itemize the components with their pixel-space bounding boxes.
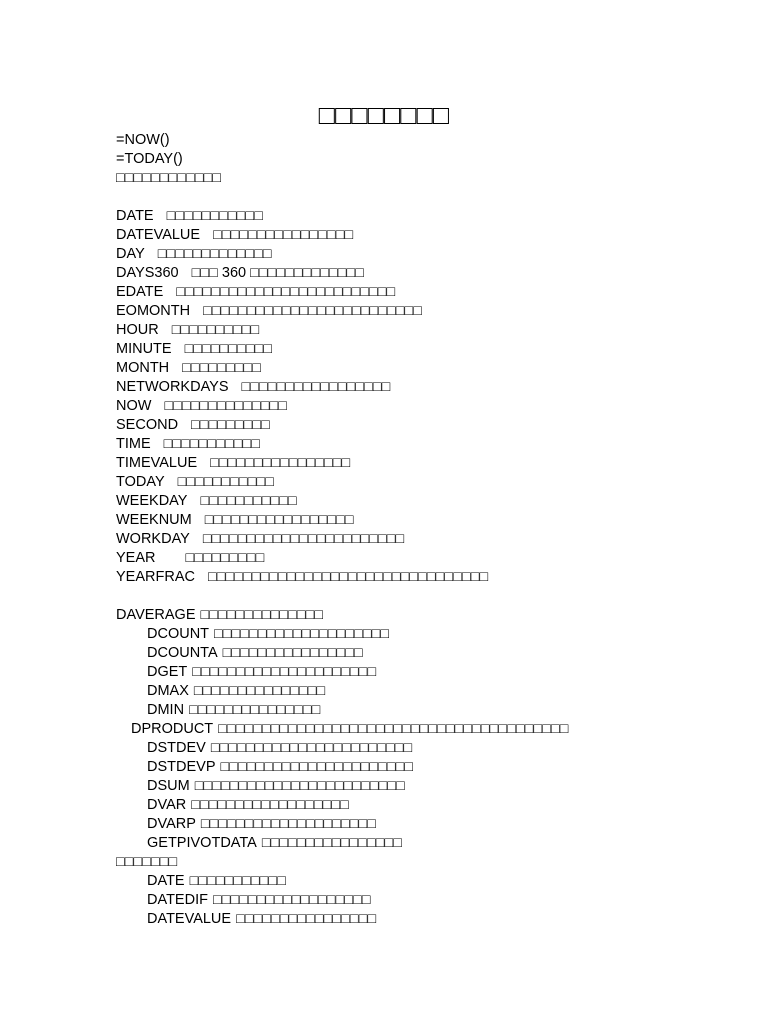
function-description: □□□□□□□□□ (191, 417, 270, 433)
function-name: SECOND (116, 417, 179, 433)
date-function-line (116, 397, 756, 416)
date-function-line (116, 511, 756, 530)
function-description: □□□□□□□□□□□□□□□□□□□□□□□ (202, 531, 405, 547)
function-description: □□□□□□□□□□□□□□ (164, 398, 288, 414)
function-name: DAVERAGE (116, 607, 196, 623)
function-description: □□□□□□□□□□□□□□□□ (261, 835, 402, 851)
db-function-line (116, 720, 756, 739)
db-function-line (116, 758, 756, 777)
function-description: □□□□□□□□□□□□□□□□□□□□□□□□ (194, 778, 405, 794)
function-description: □□□□□□□□□□□□□□□□□□□□□□□□□□□□□□□□ (207, 569, 489, 585)
db-function-line (116, 682, 756, 701)
function-description: □□□□□□□□□□□□□□□□□ (241, 379, 391, 395)
function-name: EDATE (116, 284, 164, 300)
function-description: □□□□□□□□□□□ (163, 436, 260, 452)
db-function-line (116, 701, 756, 720)
db-function-line (116, 834, 756, 853)
database-function-list (116, 606, 756, 853)
function-name: TIME (116, 436, 151, 452)
function-description: □□□□□□□□□□□□□□□□□ (204, 512, 354, 528)
section2-heading: □□□□□□□ (116, 854, 178, 870)
function-name: DPRODUCT (131, 721, 214, 737)
date-function-line (116, 302, 756, 321)
function-name: DATEVALUE (147, 911, 232, 927)
db-function-line (116, 663, 756, 682)
db-function-line (116, 644, 756, 663)
today-formula: =TODAY() (116, 151, 183, 167)
function-name: DVAR (147, 797, 187, 813)
function-name: NETWORKDAYS (116, 379, 229, 395)
function-name: DAY (116, 246, 145, 262)
function-name: DSUM (147, 778, 190, 794)
date-function-line (116, 340, 756, 359)
function-description: □□□□□□□□□□□□□□□□□□□□□ (192, 664, 377, 680)
function-name: DGET (147, 664, 188, 680)
function-description: □□□□□□□□□□□□□□□□□□□□ (200, 816, 377, 832)
function-name: YEAR (116, 550, 156, 566)
date-function-line (116, 473, 756, 492)
section2-function-line (116, 891, 756, 910)
function-description: □□□□□□□□□□□□□□□□□□□□□□ (220, 759, 414, 775)
function-name: DVARP (147, 816, 196, 832)
function-name: TIMEVALUE (116, 455, 198, 471)
function-description: □□□□□□□□□ (182, 360, 261, 376)
function-description: □□□□□□□□□□□□□□□□□□□□□□□□□ (176, 284, 396, 300)
section2-function-list (116, 872, 756, 929)
function-name: WEEKNUM (116, 512, 192, 528)
now-formula: =NOW() (116, 132, 170, 148)
function-description: □□□□□□□□□ (185, 550, 265, 566)
function-name: DMIN (147, 702, 185, 718)
date-function-line (116, 226, 756, 245)
function-name: WEEKDAY (116, 493, 188, 509)
spacer (116, 188, 756, 207)
intro-note: □□□□□□□□□□□□ (116, 170, 222, 186)
db-function-line (116, 606, 756, 625)
function-description: □□□□□□□□□□ (171, 322, 260, 338)
function-description: □□□□□□□□□□□□□□□□□□□□ (214, 626, 390, 642)
date-function-line (116, 264, 756, 283)
function-description: □□□□□□□□□□□□□□ (200, 607, 324, 623)
db-function-line (116, 625, 756, 644)
date-function-line (116, 454, 756, 473)
document-title: □□□□□□□□ (318, 100, 450, 130)
function-description: □□□ 360 □□□□□□□□□□□□□ (191, 265, 364, 281)
function-name: TODAY (116, 474, 165, 490)
function-name: YEARFRAC (116, 569, 195, 585)
date-function-line (116, 245, 756, 264)
function-description: □□□□□□□□□□□□□□□ (189, 702, 321, 718)
function-name: DATE (147, 873, 185, 889)
function-description: □□□□□□□□□□□□□□□□ (210, 455, 351, 471)
db-function-line (116, 739, 756, 758)
function-name: NOW (116, 398, 152, 414)
function-name: DMAX (147, 683, 189, 699)
function-description: □□□□□□□□□□□□□□□□□□ (191, 797, 349, 813)
section2-function-line (116, 910, 756, 929)
function-name: EOMONTH (116, 303, 191, 319)
date-function-line (116, 435, 756, 454)
date-function-line (116, 492, 756, 511)
db-function-line (116, 796, 756, 815)
function-description: □□□□□□□□□□□ (166, 208, 263, 224)
document-body (116, 131, 756, 929)
function-name: DSTDEV (147, 740, 206, 756)
function-name: DCOUNTA (147, 645, 218, 661)
section2-function-line (116, 872, 756, 891)
function-description: □□□□□□□□□□□□□□□□□□□□□□□□□ (203, 303, 423, 319)
function-name: DATEDIF (147, 892, 208, 908)
function-name: MONTH (116, 360, 170, 376)
function-name: WORKDAY (116, 531, 190, 547)
function-name: DATE (116, 208, 154, 224)
date-function-line (116, 530, 756, 549)
function-description: □□□□□□□□□□□□□ (157, 246, 272, 262)
date-function-line (116, 359, 756, 378)
spacer (116, 587, 756, 606)
date-function-list (116, 207, 756, 587)
db-function-line (116, 777, 756, 796)
function-description: □□□□□□□□□□□□□□□□ (236, 911, 377, 927)
function-name: HOUR (116, 322, 159, 338)
function-description: □□□□□□□□□□□□□□□□ (213, 227, 354, 243)
function-name: DATEVALUE (116, 227, 201, 243)
function-description: □□□□□□□□□□□□□□□ (193, 683, 326, 699)
function-description: □□□□□□□□□□□ (189, 873, 286, 889)
function-name: DSTDEVP (147, 759, 216, 775)
function-description: □□□□□□□□□□□□□□□□□□□□□□□ (210, 740, 413, 756)
function-name: MINUTE (116, 341, 172, 357)
date-function-line (116, 378, 756, 397)
date-function-line (116, 568, 756, 587)
function-description: □□□□□□□□□□□□□□□□□□ (212, 892, 371, 908)
db-function-line (116, 815, 756, 834)
date-function-line (116, 321, 756, 340)
function-description: □□□□□□□□□□□□□□□□□□□□□□□□□□□□□□□□□□□□□□□□ (218, 721, 569, 737)
function-description: □□□□□□□□□□□ (177, 474, 274, 490)
function-description: □□□□□□□□□□□ (200, 493, 297, 509)
function-description: □□□□□□□□□□□□□□□□ (222, 645, 363, 661)
function-name: DCOUNT (147, 626, 210, 642)
date-function-line (116, 283, 756, 302)
date-function-line (116, 549, 756, 568)
date-function-line (116, 416, 756, 435)
date-function-line (116, 207, 756, 226)
function-name: GETPIVOTDATA (147, 835, 257, 851)
function-name: DAYS360 (116, 265, 179, 281)
function-description: □□□□□□□□□□ (184, 341, 273, 357)
